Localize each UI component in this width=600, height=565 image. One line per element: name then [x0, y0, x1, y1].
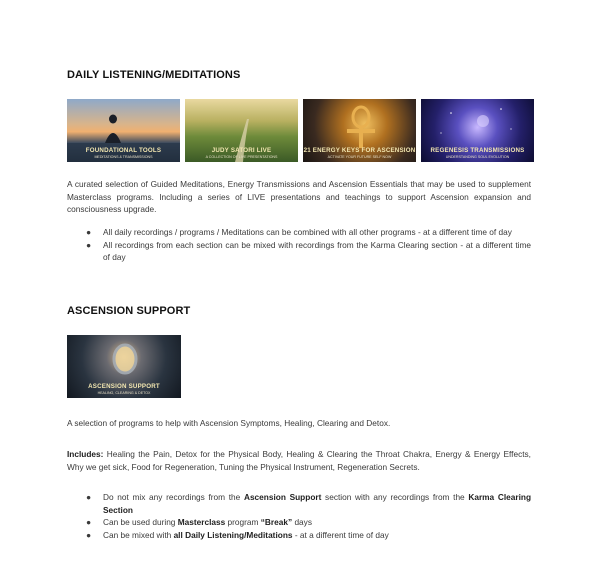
list-item-text: section with any recordings from the — [321, 492, 469, 502]
section1-description — [67, 178, 531, 216]
list-item-text: Do not mix any recordings from the — [103, 492, 244, 502]
list-item-text: program — [225, 517, 261, 527]
list-item — [67, 529, 531, 542]
thumbnail-subcaption: A COLLECTION OF LIVE PRESENTATIONS — [205, 155, 278, 159]
list-item-bold: Karma Clearing Section — [103, 492, 532, 515]
thumbnail-caption: FOUNDATIONAL TOOLS — [85, 147, 162, 154]
list-item-text: Can be mixed with — [103, 529, 174, 540]
thumbnail-regenesis-transmissions[interactable] — [421, 99, 534, 162]
thumbnail-21-energy-keys[interactable] — [303, 99, 416, 162]
thumbnail-judy-satori-live[interactable] — [185, 99, 298, 162]
section2-bullet-list — [67, 491, 531, 541]
list-item-text: days — [292, 517, 312, 527]
list-item-bold: Ascension Support — [243, 492, 322, 502]
list-item-text: All recordings from each section can be mixed with recordings from the Karma Clearing section - at a different time of day — [103, 239, 531, 262]
list-item-bold: all Daily Listening/Meditations — [173, 529, 293, 540]
thumbnail-ascension-support[interactable] — [67, 335, 181, 398]
bullet-icon: ● — [86, 517, 92, 527]
list-item-text: - at a different time of day — [292, 529, 389, 540]
list-item-bold: Masterclass — [177, 517, 226, 527]
list-item — [67, 516, 531, 529]
section1-bullet-list — [67, 226, 531, 264]
thumbnail-caption: REGENESIS TRANSMISSIONS — [430, 147, 525, 154]
bullet-icon: ● — [86, 492, 92, 502]
thumbnail-caption: 21 ENERGY KEYS FOR ASCENSION — [303, 147, 416, 154]
section2-description — [67, 417, 531, 430]
section-heading-ascension: ASCENSION SUPPORT — [67, 305, 191, 317]
description-text: A selection of programs to help with Ascension Symptoms, Healing, Clearing and Detox. — [67, 418, 391, 428]
includes-paragraph — [67, 448, 531, 473]
bullet-icon: ● — [86, 529, 92, 540]
section-heading-daily: DAILY LISTENING/MEDITATIONS — [67, 69, 241, 81]
thumbnail-row — [67, 99, 534, 162]
list-item-text: All daily recordings / programs / Meditations can be combined with all other programs - at a different time of day — [103, 227, 512, 237]
thumbnail-caption: JUDY SATORI LIVE — [211, 147, 272, 154]
thumbnail-subcaption: MEDITATIONS & TRANSMISSIONS — [94, 155, 153, 159]
list-item-bold: “Break” — [260, 517, 293, 527]
includes-label: Includes: — [67, 449, 104, 459]
section2-includes — [67, 448, 531, 473]
bullet-icon: ● — [86, 227, 92, 237]
description-text: A curated selection of Guided Meditations, Energy Transmissions and Ascension Essentials that may be used to supplement Masterclass programs. Including a series of LIVE presentations and teachings to support Ascension expansion and consciousness upgrade. — [67, 179, 531, 214]
thumbnail-subcaption: ACTIVATE YOUR FUTURE SELF NOW — [327, 155, 392, 159]
list-item — [67, 239, 531, 264]
includes-text: Healing the Pain, Detox for the Physical Body, Healing & Clearing the Throat Chakra, Energy & Energy Effects, Why we get sick, Food for Regeneration, Tuning the Physical Instrument, Regeneration Secrets. — [67, 449, 531, 472]
thumbnail-caption: ASCENSION SUPPORT — [88, 383, 160, 390]
thumbnail-subcaption: UNDERSTANDING SOUL EVOLUTION — [445, 155, 510, 159]
bullet-icon: ● — [86, 239, 92, 250]
list-item — [67, 226, 531, 239]
thumbnail-subcaption: HEALING, CLEARING & DETOX — [97, 391, 151, 395]
list-item — [67, 491, 531, 516]
list-item-text: Can be used during — [103, 517, 178, 527]
thumbnail-foundational-tools[interactable] — [67, 99, 180, 162]
